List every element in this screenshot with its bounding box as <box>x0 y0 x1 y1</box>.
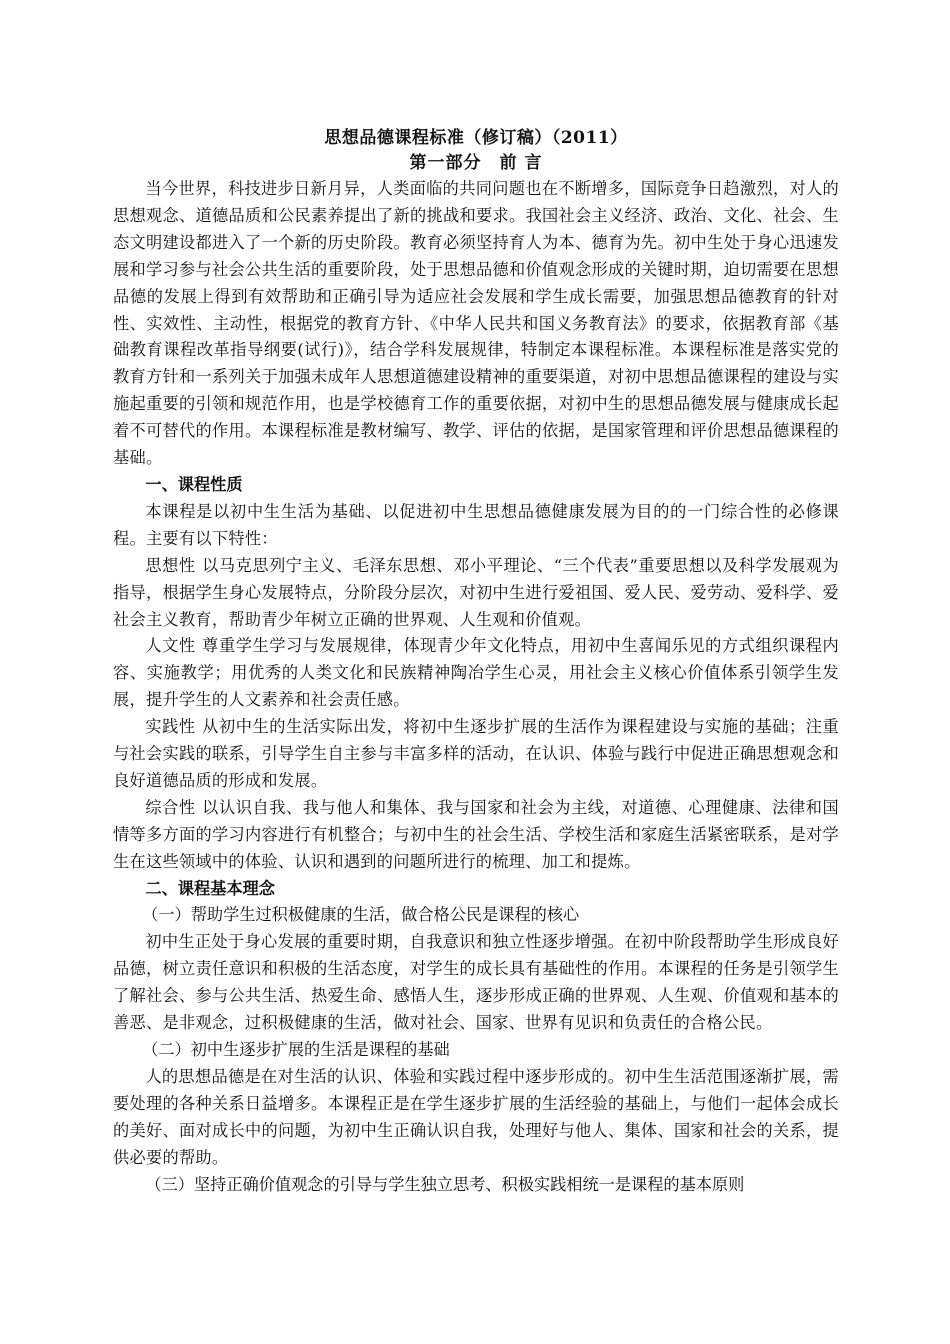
trait-text: 从初中生的生活实际出发，将初中生逐步扩展的生活作为课程建设与实施的基础；注重与社会实践的联系，引导学生自主参与丰富多样的活动，在认识、体验与践行中促进正确思想观念和良好道德品质的形成和发展。 <box>113 717 839 790</box>
subsection-paragraph: 初中生正处于身心发展的重要时期，自我意识和独立性逐步增强。在初中阶段帮助学生形成良好品德，树立责任意识和积极的生活态度，对学生的成长具有基础性的作用。本课程的任务是引领学生了解社会、参与公共生活、热爱生命、感悟人生，逐步形成正确的世界观、人生观、价值观和基本的善恶、是非观念，过积极健康的生活，做对社会、国家、世界有见识和负责任的合格公民。 <box>113 932 839 1033</box>
part-title: 第一部分 前 言 <box>409 153 543 173</box>
intro-paragraph: 当今世界，科技进步日新月异，人类面临的共同问题也在不断增多，国际竞争日趋激烈，对人的思想观念、道德品质和公民素养提出了新的挑战和要求。我国社会主义经济、政治、文化、社会、生态文明建设都进入了一个新的历史阶段。教育必须坚持育人为本、德育为先。初中生处于身心迅速发展和学习参与社会公共生活的重要阶段，处于思想品德和价值观念形成的关键时期，迫切需要在思想品德的发展上得到有效帮助和正确引导为适应社会发展和学生成长需要，加强思想品德教育的针对性、实效性、主动性，根据党的教育方针、《中华人民共和国义务教育法》的要求，依据教育部《基础教育课程改革指导纲要(试行)》，结合学科发展规律，特制定本课程标准。本课程标准是落实党的教育方针和一系列关于加强未成年人思想道德建设精神的重要渠道，对初中思想品德课程的建设与实施起重要的引领和规范作用，也是学校德育工作的重要依据，对初中生的思想品德发展与健康成长起着不可替代的作用。本课程标准是教材编写、教学、评估的依据，是国家管理和评价思想品德课程的基础。 <box>113 179 839 468</box>
document-page <box>113 126 839 1198</box>
trait-text: 尊重学生学习与发展规律，体现青少年文化特点，用初中生喜闻乐见的方式组织课程内容、实施教学；用优秀的人类文化和民族精神陶冶学生心灵，用社会主义核心价值体系引领学生发展，提升学生的人文素养和社会责任感。 <box>113 636 839 710</box>
trait-paragraph <box>113 795 839 876</box>
course-nature-intro: 本课程是以初中生生活为基础、以促进初中生思想品德健康发展为目的的一门综合性的必修课程。主要有以下特性： <box>113 501 839 548</box>
trait-term: 实践性 <box>145 717 196 737</box>
trait-paragraph <box>113 714 839 795</box>
subsection-title: （二）初中生逐步扩展的生活是课程的基础 <box>142 1040 450 1059</box>
trait-term: 人文性 <box>145 636 196 656</box>
section-heading-basic-concepts: 二、课程基本理念 <box>145 878 275 898</box>
document-title: 思想品德课程标准（修订稿）（2011） <box>324 128 628 148</box>
subsection-title: （一）帮助学生过积极健康的生活，做合格公民是课程的核心 <box>142 905 580 925</box>
trait-paragraph <box>113 633 839 714</box>
trait-paragraph <box>113 553 839 634</box>
subsection-paragraph: 人的思想品德是在对生活的认识、体验和实践过程中逐步形成的。初中生生活范围逐渐扩展，需要处理的各种关系日益增多。本课程正是在学生逐步扩展的生活经验的基础上，与他们一起体会成长的美好、面对成长中的问题，为初中生正确认识自我，处理好与他人、集体、国家和社会的关系，提供必要的帮助。 <box>113 1066 839 1167</box>
trait-text: 以马克思列宁主义、毛泽东思想、邓小平理论、“三个代表”重要思想以及科学发展观为指导，根据学生身心发展特点，分阶段分层次，对初中生进行爱祖国、爱人民、爱劳动、爱科学、爱社会主义教育，帮助青少年树立正确的世界观、人生观和价值观。 <box>113 555 839 629</box>
trait-term: 综合性 <box>145 797 196 817</box>
subsection-title: （三）坚持正确价值观念的引导与学生独立思考、积极实践相统一是课程的基本原则 <box>145 1174 745 1194</box>
trait-text: 以认识自我、我与他人和集体、我与国家和社会为主线，对道德、心理健康、法律和国情等多方面的学习内容进行有机整合；与初中生的社会生活、学校生活和家庭生活紧密联系，是对学生在这些领域中的体验、认识和遇到的问题所进行的梳理、加工和提炼。 <box>113 797 839 871</box>
section-heading-course-nature: 一、课程性质 <box>145 474 243 494</box>
trait-term: 思想性 <box>145 555 196 575</box>
